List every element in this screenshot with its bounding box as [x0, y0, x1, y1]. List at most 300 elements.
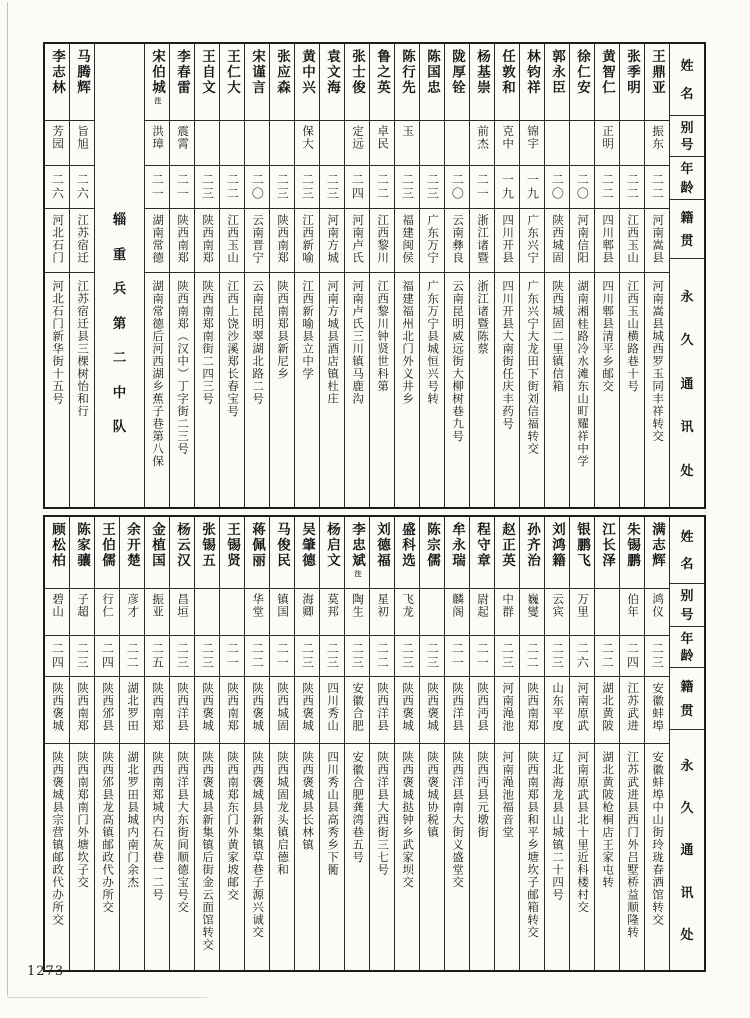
- entry-address-text: 江苏武进县西门外吕墅桥益顺隆转: [626, 751, 639, 939]
- person-column: [244, 517, 269, 970]
- entry-native: [95, 677, 119, 744]
- scan-edge-artifact: [7, 2, 8, 996]
- entry-native-text: 陕西南郑: [276, 214, 289, 264]
- entry-native-text: 陕西南郑: [76, 682, 89, 732]
- entry-native-text: 陕西沔县: [476, 682, 489, 732]
- entry-name: [145, 517, 169, 589]
- entry-age: [295, 166, 319, 209]
- entry-name-text: 张应森: [275, 49, 291, 96]
- entry-alias: [320, 121, 344, 166]
- person-column: [594, 517, 619, 970]
- entry-address-text: 四川开县大南街任庆丰药号: [501, 280, 514, 430]
- entry-name: [470, 517, 494, 589]
- entry-age-text: 二一: [450, 642, 465, 670]
- entry-address: [45, 273, 69, 507]
- entry-native-text: 山东平度: [551, 682, 564, 732]
- entry-address: [420, 273, 444, 507]
- entry-native-text: 陕西褒城: [401, 682, 414, 732]
- header-column: [669, 517, 704, 970]
- entry-native: [495, 677, 519, 744]
- entry-alias-text: 飞龙: [401, 593, 414, 618]
- entry-alias-text: 芳园: [51, 125, 64, 150]
- entry-name-text: 王锡贤: [225, 522, 241, 569]
- entry-age-text: 二二: [125, 642, 140, 670]
- entry-address-text: 河南原武县北十里近科楼村交: [576, 751, 589, 914]
- entry-address-text: 安徽蚌埠中山街玲珑春酒馆转交: [651, 751, 664, 926]
- person-column: [294, 517, 319, 970]
- entry-name: [145, 44, 169, 121]
- entry-native: [370, 209, 394, 273]
- person-column: [294, 44, 319, 507]
- entry-name-text: 王伯儒: [100, 522, 116, 569]
- entry-alias: [445, 589, 469, 636]
- entry-native: [520, 209, 544, 273]
- entry-address-text: 湖北罗田县城内南门余杰: [126, 751, 139, 889]
- person-column: [644, 44, 669, 507]
- entry-alias-text: 巍燮: [526, 593, 539, 618]
- entry-native: [595, 677, 619, 744]
- entry-name-text: 张锡五: [200, 522, 216, 569]
- entry-address: [420, 744, 444, 970]
- entry-native: [395, 209, 419, 273]
- entry-native-text: 陕西褒城: [426, 682, 439, 732]
- entry-address-text: 陕西褒城协税镇: [426, 751, 439, 839]
- entry-age: [170, 636, 194, 677]
- entry-name-text: 徐仁安: [575, 49, 591, 96]
- entry-age-text: 二三: [425, 642, 440, 670]
- entry-alias-text: 万里: [576, 593, 589, 618]
- entry-alias-text: 行仁: [101, 593, 114, 618]
- entry-native: [245, 209, 269, 273]
- entry-name-text: 程守章: [475, 522, 491, 569]
- entry-native-text: 广东兴宁: [526, 214, 539, 264]
- entry-name-text: 林钧祥: [525, 49, 541, 96]
- entry-age-text: 二二: [225, 173, 240, 201]
- entry-native: [570, 209, 594, 273]
- person-column: [594, 44, 619, 507]
- entry-alias: [395, 121, 419, 166]
- entry-age: [245, 166, 269, 209]
- entry-native: [545, 209, 569, 273]
- entry-native-text: 江苏武进: [626, 682, 639, 732]
- entry-native: [70, 209, 94, 273]
- entry-native: [45, 677, 69, 744]
- entry-native: [420, 209, 444, 273]
- entry-age: [70, 636, 94, 677]
- entry-native-text: 河北石门: [51, 214, 64, 264]
- entry-name-text: 满志辉: [650, 522, 666, 569]
- person-column: [494, 517, 519, 970]
- entry-alias-text: 云宾: [551, 593, 564, 618]
- entry-age: [195, 636, 219, 677]
- entry-native-text: 四川郫县: [601, 214, 614, 264]
- entry-age: [295, 636, 319, 677]
- entry-name-text: 杨启文: [325, 522, 341, 569]
- entry-address: [195, 273, 219, 507]
- entry-age: [170, 166, 194, 209]
- entry-age-text: 二六: [50, 173, 65, 201]
- entry-alias: [470, 589, 494, 636]
- entry-name-text: 赵正英: [500, 522, 516, 569]
- entry-name-text: 黄中兴: [300, 49, 316, 96]
- entry-address: [220, 744, 244, 970]
- entry-native-text: 江西新喻: [301, 214, 314, 264]
- entry-address: [270, 273, 294, 507]
- entry-name: [595, 517, 619, 589]
- entry-native-text: 安徽合肥: [351, 682, 364, 732]
- entry-native-text: 陕西褒城: [301, 682, 314, 732]
- entry-address-text: 江西玉山横路巷十号: [626, 280, 639, 393]
- entry-address: [370, 273, 394, 507]
- entry-age-text: 二二: [375, 642, 390, 670]
- person-column: [344, 517, 369, 970]
- entry-alias-text: 海卿: [301, 593, 314, 618]
- entry-address: [395, 273, 419, 507]
- entry-age: [145, 636, 169, 677]
- person-column: [369, 517, 394, 970]
- entry-native: [345, 209, 369, 273]
- entry-address: [445, 273, 469, 507]
- entry-native: [70, 677, 94, 744]
- entry-native: [170, 209, 194, 273]
- entry-address: [320, 273, 344, 507]
- person-column: [344, 44, 369, 507]
- entry-address: [570, 744, 594, 970]
- person-column: [169, 517, 194, 970]
- entry-alias: [270, 589, 294, 636]
- entry-name: [120, 517, 144, 589]
- entry-name-text: 王鼎亚: [650, 49, 666, 96]
- entry-age: [620, 166, 644, 209]
- entry-address-text: 云南昆明威远街大柳树巷九号: [451, 280, 464, 443]
- entry-native: [320, 209, 344, 273]
- entry-native-text: 陕西南郑: [201, 214, 214, 264]
- entry-age: [95, 636, 119, 677]
- entry-age-text: 二〇: [450, 173, 465, 201]
- entry-name: [70, 517, 94, 589]
- entry-age: [45, 636, 69, 677]
- entry-address-text: 湖北黄陂枪桐店王家屯转: [601, 751, 614, 889]
- header-label-address: 永 久 通 讯 处: [680, 758, 694, 942]
- entry-age-text: 二三: [400, 173, 415, 201]
- entry-address-text: 安徽合肥龚湾巷五号: [351, 751, 364, 864]
- entry-age: [570, 166, 594, 209]
- entry-age: [270, 166, 294, 209]
- entry-age-text: 二四: [625, 642, 640, 670]
- entry-name-text: 张季明: [625, 49, 641, 96]
- entry-address: [170, 744, 194, 970]
- entry-name-text: 马俊民: [275, 522, 291, 569]
- person-column: [319, 517, 344, 970]
- entry-address-text: 陕西城固二里镇信箱: [551, 280, 564, 393]
- header-label-age: 年 龄: [670, 627, 704, 668]
- entry-native-text: 江西玉山: [626, 214, 639, 264]
- person-column: [69, 44, 94, 507]
- entry-name-text: 李志林: [50, 49, 66, 96]
- entry-native: [420, 677, 444, 744]
- entry-native-text: 陕西南郑: [176, 214, 189, 264]
- entry-address: [470, 744, 494, 970]
- entry-native: [470, 677, 494, 744]
- entry-address-text: 辽北海龙县山城镇二十四号: [551, 751, 564, 901]
- entry-age: [370, 636, 394, 677]
- entry-age-text: 二二: [600, 642, 615, 670]
- entry-name: [320, 44, 344, 121]
- entry-age-text: 二四: [100, 642, 115, 670]
- entry-name-text: 孙齐治: [525, 522, 541, 569]
- header-label-native: 籍 贯: [670, 200, 704, 259]
- entry-address: [45, 744, 69, 970]
- entry-alias: [95, 589, 119, 636]
- entry-name: [195, 517, 219, 589]
- entry-address-text: 湖南常德后河西湖乡蕉子巷第八保: [151, 280, 164, 468]
- entry-alias-text: 尉起: [476, 593, 489, 618]
- entry-native: [245, 677, 269, 744]
- entry-native: [570, 677, 594, 744]
- entry-alias-text: 昌垣: [176, 593, 189, 618]
- entry-alias: [495, 121, 519, 166]
- entry-address-text: 福建福州北门外义井乡: [401, 280, 414, 405]
- entry-native-text: 陕西褒城: [251, 682, 264, 732]
- entry-name: [195, 44, 219, 121]
- entry-alias: [620, 589, 644, 636]
- entry-age-text: 二〇: [575, 173, 590, 201]
- entry-address-text: 陕西邠县龙高镇邮政代办所交: [101, 751, 114, 914]
- entry-alias-text: 陶生: [351, 593, 364, 618]
- unit-label-column: [94, 44, 144, 507]
- entry-alias: [545, 121, 569, 166]
- entry-name: [645, 517, 669, 589]
- entry-age-text: 二一: [275, 642, 290, 670]
- entry-age-text: 二三: [400, 642, 415, 670]
- entry-native: [170, 677, 194, 744]
- entry-address-text: 陕西南郑城内石灰巷一二号: [151, 751, 164, 901]
- entry-age: [645, 636, 669, 677]
- person-column: [45, 44, 69, 507]
- entry-address: [595, 273, 619, 507]
- scan-edge-artifact: [7, 997, 207, 998]
- entry-address-text: 陕西洋县大西街三七号: [376, 751, 389, 876]
- entry-native-text: 江西玉山: [226, 214, 239, 264]
- header-label-name: 姓 名: [670, 44, 704, 116]
- entry-name: [70, 44, 94, 121]
- entry-address: [70, 744, 94, 970]
- entry-age: [445, 166, 469, 209]
- entry-alias-text: 鸿仪: [651, 593, 664, 618]
- person-column: [544, 517, 569, 970]
- entry-alias-text: 洪璋: [151, 125, 164, 150]
- header-label-name: 姓 名: [670, 517, 704, 584]
- entry-alias: [145, 589, 169, 636]
- entry-age: [545, 636, 569, 677]
- entry-age-text: 二三: [425, 173, 440, 201]
- entry-native: [645, 677, 669, 744]
- entry-alias-text: 定远: [351, 125, 364, 150]
- entry-address: [445, 744, 469, 970]
- entry-name-text: 鲁之英: [375, 49, 391, 96]
- entry-address: [395, 744, 419, 970]
- entry-age: [220, 166, 244, 209]
- entry-address: [470, 273, 494, 507]
- entry-name: [345, 44, 369, 121]
- entry-alias: [195, 589, 219, 636]
- entry-name-text: 朱锡鹏: [625, 522, 641, 569]
- entry-name-text: 郭永臣: [550, 49, 566, 96]
- entry-native-text: 江西黎川: [376, 214, 389, 264]
- entry-age: [70, 166, 94, 209]
- person-column: [119, 517, 144, 970]
- entry-name-text: 任敦和: [500, 49, 516, 96]
- entry-name: [445, 517, 469, 589]
- entry-native-text: 河南原武: [576, 682, 589, 732]
- entry-age: [595, 636, 619, 677]
- person-column: [244, 44, 269, 507]
- entry-address-text: 陕西褒城县长林镇: [301, 751, 314, 851]
- entry-address: [570, 273, 594, 507]
- person-column: [519, 517, 544, 970]
- entry-alias: [445, 121, 469, 166]
- entry-age-text: 二四: [350, 173, 365, 201]
- person-column: [69, 517, 94, 970]
- entry-alias: [595, 121, 619, 166]
- entry-age: [420, 636, 444, 677]
- entry-alias: [270, 121, 294, 166]
- entry-address: [345, 744, 369, 970]
- entry-alias-text: 彦才: [126, 593, 139, 618]
- entry-alias: [395, 589, 419, 636]
- entry-native-text: 陕西洋县: [451, 682, 464, 732]
- entry-name: [295, 44, 319, 121]
- entry-alias: [645, 589, 669, 636]
- entry-address: [270, 744, 294, 970]
- entry-name: [420, 517, 444, 589]
- entry-name: [220, 517, 244, 589]
- entry-native-text: 河南卢氏: [351, 214, 364, 264]
- entry-native: [270, 209, 294, 273]
- person-column: [519, 44, 544, 507]
- entry-name-text: 黄智仁: [600, 49, 616, 96]
- entry-address: [495, 744, 519, 970]
- entry-native-text: 云南晋宁: [251, 214, 264, 264]
- entry-address-text: 陕西沔县元墩街: [476, 751, 489, 839]
- entry-native: [445, 209, 469, 273]
- entry-native-text: 湖北罗田: [126, 682, 139, 732]
- entry-alias-text: 锦宇: [526, 125, 539, 150]
- person-column: [469, 517, 494, 970]
- person-column: [544, 44, 569, 507]
- roster-table-bottom: [43, 515, 706, 972]
- entry-age: [395, 166, 419, 209]
- entry-alias: [295, 589, 319, 636]
- entry-native: [495, 209, 519, 273]
- entry-address-text: 陕西南郑南街二四三号: [201, 280, 214, 405]
- entry-name-text: 蒋佩丽: [250, 522, 266, 569]
- entry-address-text: 江西上饶沙溪郑长春宝号: [226, 280, 239, 418]
- entry-name: [45, 44, 69, 121]
- entry-name-text: 陈行先: [400, 49, 416, 96]
- entry-alias: [620, 121, 644, 166]
- entry-address-text: 湖南湘桂路冷水滩东山町耀祥中学: [576, 280, 589, 468]
- entry-alias: [45, 121, 69, 166]
- entry-name: [170, 44, 194, 121]
- entry-age-text: 二二: [525, 642, 540, 670]
- entry-native: [120, 677, 144, 744]
- entry-native-text: 陕西南郑: [526, 682, 539, 732]
- entry-native: [145, 209, 169, 273]
- entry-address-text: 陕西褒城县宗营镇邮政代办所交: [51, 751, 64, 926]
- entry-age: [370, 166, 394, 209]
- entry-native: [195, 209, 219, 273]
- entry-alias-text: 子超: [76, 593, 89, 618]
- entry-alias: [570, 589, 594, 636]
- entry-age: [645, 166, 669, 209]
- entry-name: [245, 517, 269, 589]
- entry-age-text: 二三: [75, 642, 90, 670]
- entry-age: [420, 166, 444, 209]
- entry-name-text: 马腾辉: [75, 49, 91, 96]
- entry-name: [245, 44, 269, 121]
- entry-name-text: 陈家骧: [75, 522, 91, 569]
- entry-name-text: 余开楚: [125, 522, 141, 569]
- entry-address-text: 江西新喻县立中学: [301, 280, 314, 380]
- entry-name: [595, 44, 619, 121]
- entry-age-text: 二〇: [250, 173, 265, 201]
- entry-age: [245, 636, 269, 677]
- entry-address-text: 广东万宁县城恒兴号转: [426, 280, 439, 405]
- person-column: [194, 517, 219, 970]
- entry-age-text: 二三: [175, 642, 190, 670]
- entry-age: [345, 166, 369, 209]
- entry-name-text: 宋伯城注: [150, 49, 166, 106]
- entry-alias-text: 震霄: [176, 125, 189, 150]
- entry-alias: [370, 121, 394, 166]
- entry-name: [95, 517, 119, 589]
- entry-age-text: 二四: [50, 642, 65, 670]
- entry-alias: [345, 121, 369, 166]
- entry-address-text: 陕西褒城县新集镇后街金云面馆转交: [201, 751, 214, 951]
- entry-age: [45, 166, 69, 209]
- entry-age: [345, 636, 369, 677]
- entry-age-text: 二二: [650, 173, 665, 201]
- person-column: [219, 44, 244, 507]
- person-column: [219, 517, 244, 970]
- entry-address: [95, 744, 119, 970]
- entry-native-text: 河南信阳: [576, 214, 589, 264]
- entry-native-text: 陕西南郑: [226, 682, 239, 732]
- entry-address: [545, 273, 569, 507]
- entry-age-text: 二一: [175, 173, 190, 201]
- entry-age: [120, 636, 144, 677]
- entry-name-text: 银鹏飞: [575, 522, 591, 569]
- entry-age-text: 二三: [650, 642, 665, 670]
- person-column: [45, 517, 69, 970]
- entry-name: [370, 517, 394, 589]
- entry-alias: [245, 121, 269, 166]
- entry-alias: [520, 121, 544, 166]
- entry-name: [520, 517, 544, 589]
- entry-alias: [220, 121, 244, 166]
- entry-name-text: 盛科选: [400, 522, 416, 569]
- entry-alias-text: 克中: [501, 125, 514, 150]
- entry-age: [395, 636, 419, 677]
- roster-table-top: [43, 42, 706, 509]
- entry-address-text: 四川秀山县高秀乡下衕: [326, 751, 339, 876]
- entry-native-text: 四川秀山: [326, 682, 339, 732]
- entry-age-text: 二三: [325, 642, 340, 670]
- entry-name-text: 宋谨言: [250, 49, 266, 96]
- entry-age-text: 二二: [625, 173, 640, 201]
- entry-age: [495, 636, 519, 677]
